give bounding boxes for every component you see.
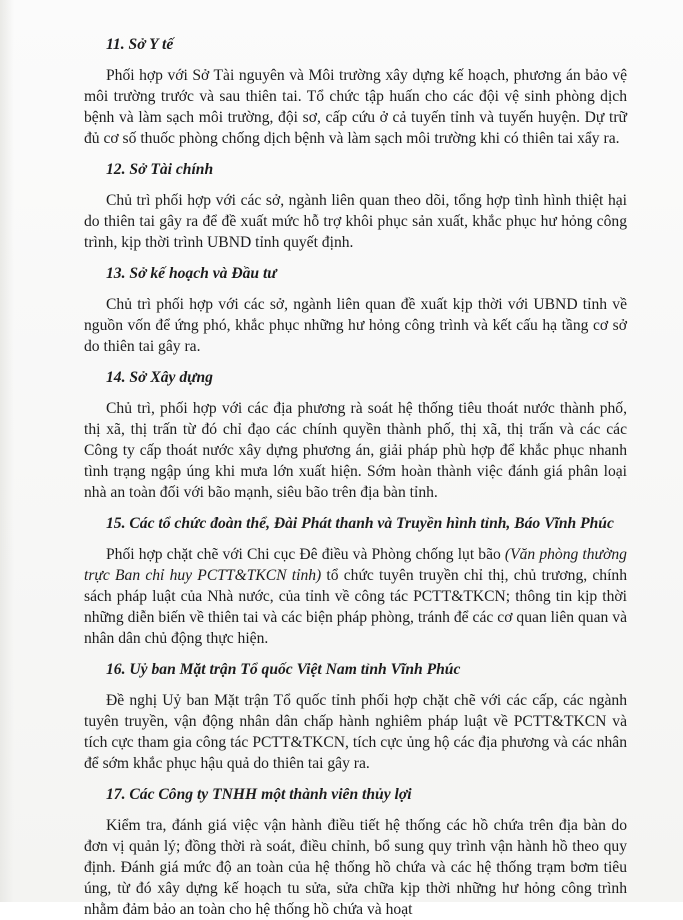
section-heading: 15. Các tổ chức đoàn thể, Đài Phát thanh và Truyền hình tỉnh, Báo Vĩnh Phúc (106, 515, 614, 532)
section-paragraph: Chủ trì phối hợp với các sở, ngành liên quan đề xuất kịp thời với UBND tỉnh về nguồn vốn để ứng phó, khắc phục những hư hỏng công trình và kết cấu hạ tầng cơ sở do thiên tai gây ra. (84, 296, 627, 355)
section-16-fatherland-front (84, 659, 627, 774)
section-paragraph: Phối hợp với Sở Tài nguyên và Môi trường xây dựng kế hoạch, phương án bảo vệ môi trường trước và sau thiên tai. Tổ chức tập huấn cho các đội vệ sinh phòng dịch bệnh và làm sạch môi trường, đội sơ, cấp cứu ở cả tuyến tỉnh và tuyến huyện. Dự trữ đủ cơ số thuốc phòng chống dịch bệnh và làm sạch môi trường khi có thiên tai xẩy ra. (84, 67, 627, 147)
section-paragraph: Chủ trì phối hợp với các sở, ngành liên quan theo dõi, tổng hợp tình hình thiệt hại do thiên tai gây ra để đề xuất mức hỗ trợ khôi phục sản xuất, khắc phục hư hỏng công trình, kịp thời trình UBND tỉnh quyết định. (84, 192, 627, 251)
paragraph-text: Phối hợp chặt chẽ với Chi cục Đê điều và Phòng chống lụt bão (106, 546, 505, 563)
paragraph-text: tổ chức tuyên truyền chỉ thị, chủ trương, chính sách pháp luật của Nhà nước, của tỉnh về công tác PCTT&TKCN; thông tin kịp thời những diễn biến về thiên tai và các biện pháp phòng, tránh để các cơ quan liên quan và nhân dân chủ động thực hiện. (84, 567, 627, 647)
section-15-media-organizations (84, 513, 627, 649)
section-paragraph: Chủ trì, phối hợp với các địa phương rà soát hệ thống tiêu thoát nước thành phố, thị xã, thị trấn từ đó chỉ đạo các chính quyền thành phố, thị xã, thị trấn và các các Công ty cấp thoát nước xây dựng phương án, giải pháp phù hợp để khắc phục nhanh tình trạng ngập úng khi mưa lớn xuất hiện. Sớm hoàn thành việc đánh giá phân loại nhà an toàn đối với bão mạnh, siêu bão trên địa bàn tỉnh. (84, 400, 627, 501)
section-heading: 17. Các Công ty TNHH một thành viên thủy lợi (106, 786, 412, 803)
section-13-planning-investment (84, 263, 627, 357)
section-paragraph: Kiểm tra, đánh giá việc vận hành điều tiết hệ thống các hồ chứa trên địa bàn do đơn vị quản lý; đồng thời rà soát, điều chỉnh, bổ sung quy trình vận hành hồ theo quy định. Đánh giá mức độ an toàn của hệ thống hồ chứa và các hệ thống trạm bơm tiêu úng, từ đó xây dựng kế hoạch tu sửa, sửa chữa kịp thời những hư hỏng công trình nhằm đảm bảo an toàn cho hệ thống hồ chứa và hoạt (84, 817, 627, 918)
section-heading: 12. Sở Tài chính (106, 161, 214, 178)
section-11-health (84, 34, 627, 149)
section-12-finance (84, 159, 627, 253)
section-heading: 16. Uỷ ban Mặt trận Tổ quốc Việt Nam tỉnh Vĩnh Phúc (106, 661, 461, 678)
section-heading: 14. Sở Xây dựng (106, 369, 213, 386)
section-heading: 13. Sở kế hoạch và Đầu tư (106, 265, 277, 282)
section-paragraph (84, 544, 627, 649)
section-paragraph: Đề nghị Uỷ ban Mặt trận Tổ quốc tỉnh phối hợp chặt chẽ với các cấp, các ngành tuyên truyền, vận động nhân dân chấp hành nghiêm pháp luật về PCTT&TKCN và tích cực tham gia công tác PCTT&TKCN, tích cực ủng hộ các địa phương và các nhân để sớm khắc phục hậu quả do thiên tai gây ra. (84, 692, 627, 772)
section-14-construction (84, 367, 627, 503)
section-heading: 11. Sở Y tế (106, 36, 174, 53)
section-17-irrigation-companies (84, 784, 627, 920)
paragraph-italic-note: (Văn phòng thường trực Ban chỉ huy PCTT&TKCN tỉnh) (84, 546, 627, 584)
